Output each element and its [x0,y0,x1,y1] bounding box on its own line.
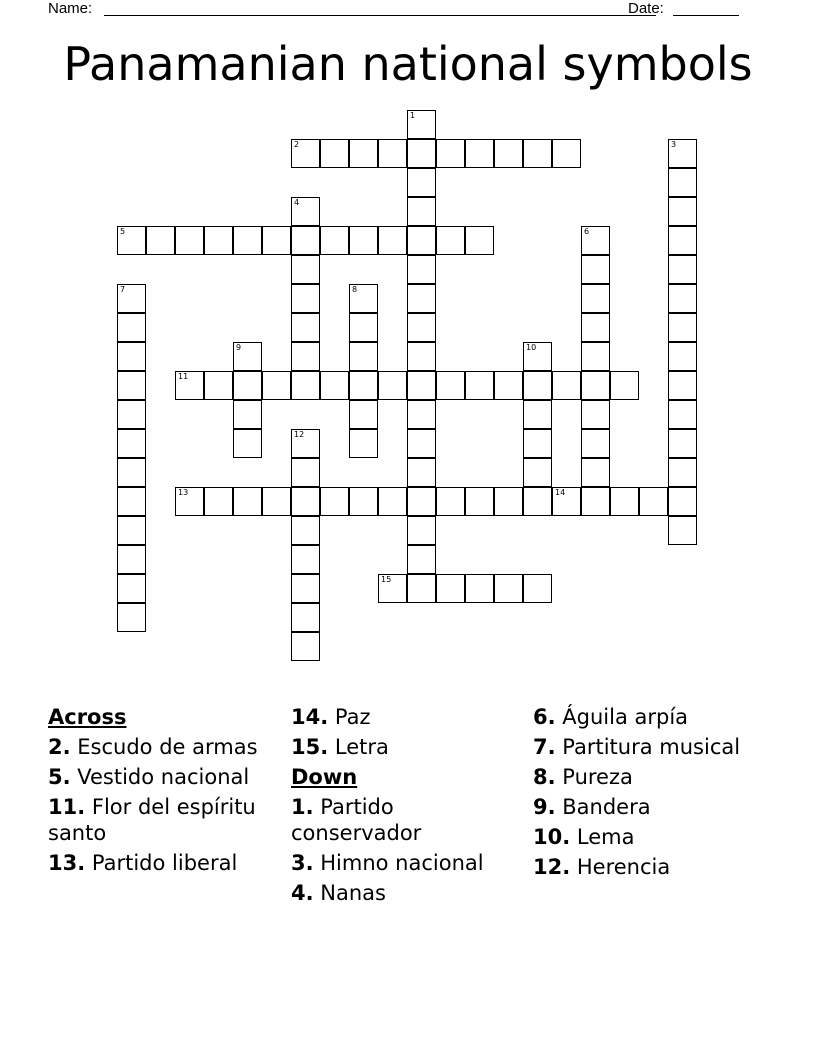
grid-cell[interactable] [465,371,494,400]
grid-cell[interactable] [581,255,610,284]
clue-text: Himno nacional [313,851,484,875]
date-label: Date: [628,0,664,17]
cell-number: 2 [294,140,300,149]
grid-cell[interactable] [204,487,233,516]
name-label: Name: [48,0,93,17]
grid-cell[interactable] [320,226,349,255]
grid-cell[interactable] [117,545,146,574]
clue-number: 5. [48,765,71,789]
grid-cell[interactable] [291,458,320,487]
grid-cell[interactable] [407,574,436,603]
grid-cell[interactable] [349,342,378,371]
clue-text: Lema [570,825,635,849]
grid-cell[interactable] [465,574,494,603]
grid-cell[interactable] [349,313,378,342]
grid-cell[interactable] [581,342,610,371]
grid-cell[interactable] [291,603,320,632]
cell-number: 1 [410,111,416,120]
grid-cell[interactable] [320,139,349,168]
grid-cell[interactable] [117,574,146,603]
clue-item [48,794,278,846]
grid-cell[interactable] [291,632,320,661]
grid-cell[interactable] [291,284,320,313]
grid-cell[interactable] [291,574,320,603]
clue-number: 12. [533,855,571,879]
grid-cell[interactable] [117,371,146,400]
grid-cell[interactable] [552,371,581,400]
cell-number: 12 [294,430,305,439]
clue-item [533,794,773,820]
cell-number: 6 [584,227,590,236]
clue-item [533,824,773,850]
grid-cell[interactable] [117,284,146,313]
clue-text: Bandera [555,795,651,819]
grid-cell[interactable] [407,516,436,545]
clue-number: 6. [533,705,556,729]
grid-cell[interactable] [668,139,697,168]
grid-cell[interactable] [494,139,523,168]
clue-number: 14. [291,705,329,729]
grid-cell[interactable] [668,197,697,226]
clue-number: 8. [533,765,556,789]
grid-cell[interactable] [378,574,407,603]
grid-cell[interactable] [436,371,465,400]
grid-cell[interactable] [349,226,378,255]
grid-cell[interactable] [262,487,291,516]
grid-cell[interactable] [407,139,436,168]
grid-cell[interactable] [320,487,349,516]
cell-number: 5 [120,227,126,236]
clue-item [533,704,773,730]
grid-cell[interactable] [291,139,320,168]
grid-cell[interactable] [291,545,320,574]
grid-cell[interactable] [581,458,610,487]
grid-cell[interactable] [552,139,581,168]
grid-cell[interactable] [117,400,146,429]
cell-number: 14 [555,488,566,497]
grid-cell[interactable] [378,226,407,255]
grid-cell[interactable] [494,371,523,400]
clue-item [291,850,521,876]
grid-cell[interactable] [291,255,320,284]
grid-cell[interactable] [436,226,465,255]
grid-cell[interactable] [291,516,320,545]
grid-cell[interactable] [523,371,552,400]
clue-item [533,764,773,790]
grid-cell[interactable] [407,487,436,516]
cell-number: 15 [381,575,392,584]
grid-cell[interactable] [668,313,697,342]
cell-number: 9 [236,343,242,352]
grid-cell[interactable] [610,371,639,400]
clue-number: 10. [533,825,571,849]
clue-text: Nanas [313,881,386,905]
grid-cell[interactable] [407,342,436,371]
clue-list [291,704,521,760]
grid-cell[interactable] [146,226,175,255]
clue-number: 1. [291,795,314,819]
grid-cell[interactable] [349,371,378,400]
grid-cell[interactable] [407,400,436,429]
grid-cell[interactable] [581,371,610,400]
grid-cell[interactable] [668,168,697,197]
grid-cell[interactable] [262,371,291,400]
clue-text: Águila arpía [555,705,689,729]
grid-cell[interactable] [378,139,407,168]
grid-cell[interactable] [291,487,320,516]
clue-text: Escudo de armas [70,735,258,759]
clue-number: 2. [48,735,71,759]
clue-item [48,850,278,876]
grid-cell[interactable] [668,429,697,458]
cell-number: 13 [178,488,189,497]
grid-cell[interactable] [581,313,610,342]
clue-text: Partitura musical [555,735,741,759]
grid-cell[interactable] [465,139,494,168]
grid-cell[interactable] [581,487,610,516]
grid-cell[interactable] [407,458,436,487]
grid-cell[interactable] [407,168,436,197]
grid-cell[interactable] [117,458,146,487]
grid-cell[interactable] [378,487,407,516]
grid-cell[interactable] [117,313,146,342]
grid-cell[interactable] [436,139,465,168]
clue-text: Partido liberal [85,851,238,875]
down-heading: Down [291,765,358,789]
grid-cell[interactable] [291,371,320,400]
grid-cell[interactable] [523,139,552,168]
grid-cell[interactable] [320,371,349,400]
grid-cell[interactable] [523,400,552,429]
grid-cell[interactable] [523,458,552,487]
cell-number: 4 [294,198,300,207]
grid-cell[interactable] [407,110,436,139]
grid-cell[interactable] [291,197,320,226]
clue-number: 11. [48,795,86,819]
across-heading: Across [48,705,127,729]
grid-cell[interactable] [291,226,320,255]
page-title: Panamanian national symbols [63,37,753,91]
grid-cell[interactable] [349,400,378,429]
grid-cell[interactable] [233,371,262,400]
clue-item [533,734,773,760]
grid-cell[interactable] [233,429,262,458]
grid-cell[interactable] [233,400,262,429]
grid-cell[interactable] [349,139,378,168]
cell-number: 7 [120,285,126,294]
clues-column-2 [291,704,521,910]
grid-cell[interactable] [175,487,204,516]
grid-cell[interactable] [581,429,610,458]
clues-column-3 [533,704,773,884]
grid-cell[interactable] [349,284,378,313]
grid-cell[interactable] [233,342,262,371]
grid-cell[interactable] [523,429,552,458]
grid-cell[interactable] [407,226,436,255]
grid-cell[interactable] [610,487,639,516]
clue-item [291,880,521,906]
grid-cell[interactable] [465,487,494,516]
grid-cell[interactable] [407,255,436,284]
cell-number: 10 [526,343,537,352]
grid-cell[interactable] [117,603,146,632]
grid-cell[interactable] [668,487,697,516]
grid-cell[interactable] [262,226,291,255]
grid-cell[interactable] [204,371,233,400]
grid-cell[interactable] [117,342,146,371]
grid-cell[interactable] [581,284,610,313]
clue-item [291,734,521,760]
grid-cell[interactable] [407,197,436,226]
clue-number: 7. [533,735,556,759]
grid-cell[interactable] [233,487,262,516]
grid-cell[interactable] [581,226,610,255]
clue-list [533,704,773,880]
clue-list [48,734,278,876]
grid-cell[interactable] [668,371,697,400]
clue-number: 4. [291,881,314,905]
grid-cell[interactable] [117,429,146,458]
grid-cell[interactable] [117,226,146,255]
grid-cell[interactable] [117,516,146,545]
grid-cell[interactable] [291,429,320,458]
cell-number: 11 [178,372,189,381]
grid-cell[interactable] [523,487,552,516]
clue-number: 13. [48,851,86,875]
clue-text: Flor del espíritu santo [48,795,256,845]
clue-item [533,854,773,880]
clue-number: 9. [533,795,556,819]
clue-text: Letra [328,735,389,759]
clue-text: Pureza [555,765,633,789]
grid-cell[interactable] [349,487,378,516]
grid-cell[interactable] [668,400,697,429]
cell-number: 3 [671,140,677,149]
clue-item [291,704,521,730]
grid-cell[interactable] [552,487,581,516]
clue-text: Herencia [570,855,671,879]
grid-cell[interactable] [175,371,204,400]
clue-item [48,734,278,760]
clue-text: Vestido nacional [70,765,250,789]
grid-cell[interactable] [407,371,436,400]
grid-cell[interactable] [465,226,494,255]
clues-column-1 [48,704,278,880]
grid-cell[interactable] [204,226,233,255]
clue-list [291,794,521,906]
clue-number: 3. [291,851,314,875]
grid-cell[interactable] [378,371,407,400]
grid-cell[interactable] [494,487,523,516]
grid-cell[interactable] [407,284,436,313]
grid-cell[interactable] [117,487,146,516]
grid-cell[interactable] [639,487,668,516]
grid-cell[interactable] [668,284,697,313]
grid-cell[interactable] [668,255,697,284]
clue-text: Partido conservador [291,795,422,845]
grid-cell[interactable] [291,342,320,371]
grid-cell[interactable] [581,400,610,429]
grid-cell[interactable] [349,429,378,458]
cell-number: 8 [352,285,358,294]
grid-cell[interactable] [407,545,436,574]
grid-cell[interactable] [523,342,552,371]
grid-cell[interactable] [233,226,262,255]
grid-cell[interactable] [668,458,697,487]
grid-cell[interactable] [175,226,204,255]
grid-cell[interactable] [523,574,552,603]
grid-cell[interactable] [668,342,697,371]
grid-cell[interactable] [436,487,465,516]
grid-cell[interactable] [407,429,436,458]
grid-cell[interactable] [494,574,523,603]
clue-item [291,794,521,846]
grid-cell[interactable] [407,313,436,342]
grid-cell[interactable] [668,226,697,255]
clue-text: Paz [328,705,371,729]
clue-item [48,764,278,790]
grid-cell[interactable] [668,516,697,545]
grid-cell[interactable] [291,313,320,342]
grid-cell[interactable] [436,574,465,603]
clue-number: 15. [291,735,329,759]
